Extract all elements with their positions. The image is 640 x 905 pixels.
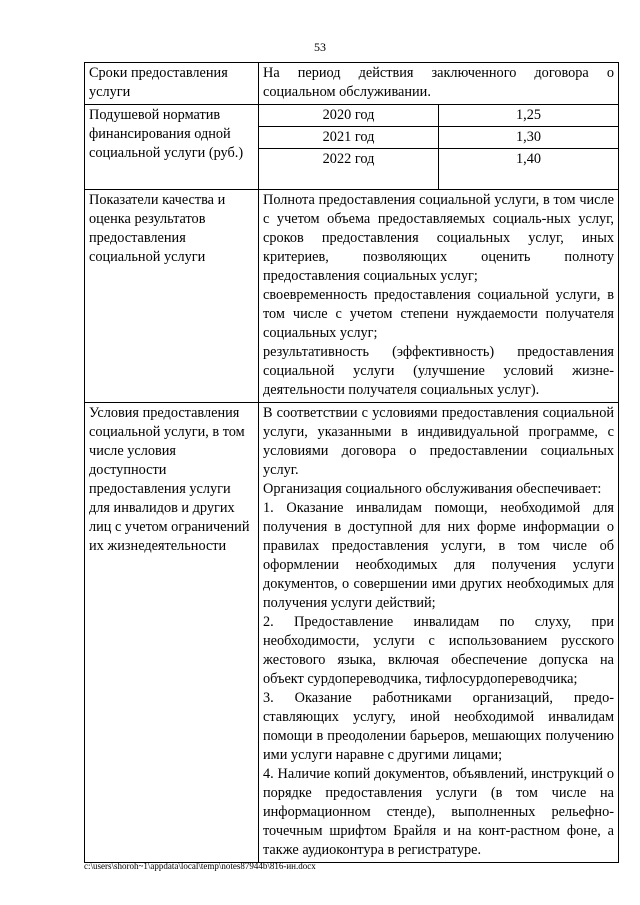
- norm-year: 2021 год: [259, 127, 439, 149]
- conditions-label: Условия предоставления социальной услуги, в том числе условия доступности предоставления услуги для инвалидов и других лиц с учетом ограничений их жизнедеятельности: [85, 403, 259, 863]
- terms-text: На период действия заключенного договора о социальном обслуживании.: [263, 65, 614, 100]
- norm-year: 2022 год: [259, 149, 439, 190]
- conditions-paragraph: Организация социального обслуживания обеспечивает:: [263, 481, 602, 497]
- norm-label: Подушевой норматив финансирования одной социальной услуги (руб.): [85, 105, 259, 190]
- norm-amount: 1,25: [439, 105, 619, 127]
- norm-row-2021: [259, 127, 618, 149]
- table-row-conditions: [85, 403, 619, 863]
- quality-paragraph: результативность (эффективность) предоставления социальной услуги (улучшение условий жизне-деятельности получателя социальных услуг).: [263, 344, 614, 398]
- service-table: [84, 62, 619, 863]
- norm-row-2022: [259, 149, 618, 190]
- page-number: 53: [314, 40, 326, 54]
- conditions-paragraph: 4. Наличие копий документов, объявлений, инструкций о порядке предоставления услуги (в том числе на информационном стенде), выполненных рельефно-точечным шрифтом Брайля и на конт-растном фоне, а также аудиоконтура в регистратуре.: [263, 766, 614, 858]
- quality-text: [259, 190, 619, 403]
- norm-amount: 1,30: [439, 127, 619, 149]
- table-row-norm: [85, 105, 619, 190]
- conditions-paragraph: В соответствии с условиями предоставления социальной услуги, указанными в индивидуальной программе, с условиями договора о предоставлении социальных услуг.: [263, 405, 614, 478]
- norm-amount: 1,40: [515, 151, 542, 167]
- table-row-quality: [85, 190, 619, 403]
- footer-file-path: c:\users\shoroh~1\appdata\local\temp\notes87944b\816-ин.docx: [84, 861, 316, 871]
- terms-value: [259, 63, 619, 105]
- table-row-terms: [85, 63, 619, 105]
- norm-subtable: [259, 105, 618, 189]
- norm-row-2020: [259, 105, 618, 127]
- norm-year: 2020 год: [259, 105, 439, 127]
- conditions-paragraph: 3. Оказание работниками организаций, предо-ставляющих услугу, иной необходимой инвалидам помощи в преодолении барьеров, мешающих получению ими услуги наравне с другими лицами;: [263, 690, 614, 763]
- conditions-paragraph: 1. Оказание инвалидам помощи, необходимой для получения в доступной для них форме информации о правилах предоставления услуги, в том числе об оформлении необходимых для получения услуги документов, о совершении ими других необходимых для получения услуги действий;: [263, 500, 614, 611]
- terms-label: Сроки предоставления услуги: [85, 63, 259, 105]
- conditions-paragraph: 2. Предоставление инвалидам по слуху, при необходимости, услуги с использованием русского жестового языка, включая обеспечение допуска на объект сурдопереводчика, тифлосурдопереводчика;: [263, 614, 614, 687]
- quality-paragraph: Полнота предоставления социальной услуги, в том числе с учетом объема предоставляемых социаль-ных услуг, сроков предоставления социальных услуг, иных критериев, позволяющих оценить полноту предоставления социальных услуг;: [263, 192, 614, 284]
- norm-values: [259, 105, 619, 190]
- quality-paragraph: своевременность предоставления социальной услуги, в том числе с учетом степени нуждаемости получателя социальных услуг;: [263, 287, 614, 341]
- quality-label: Показатели качества и оценка результатов предоставления социальной услуги: [85, 190, 259, 403]
- conditions-text: [259, 403, 619, 863]
